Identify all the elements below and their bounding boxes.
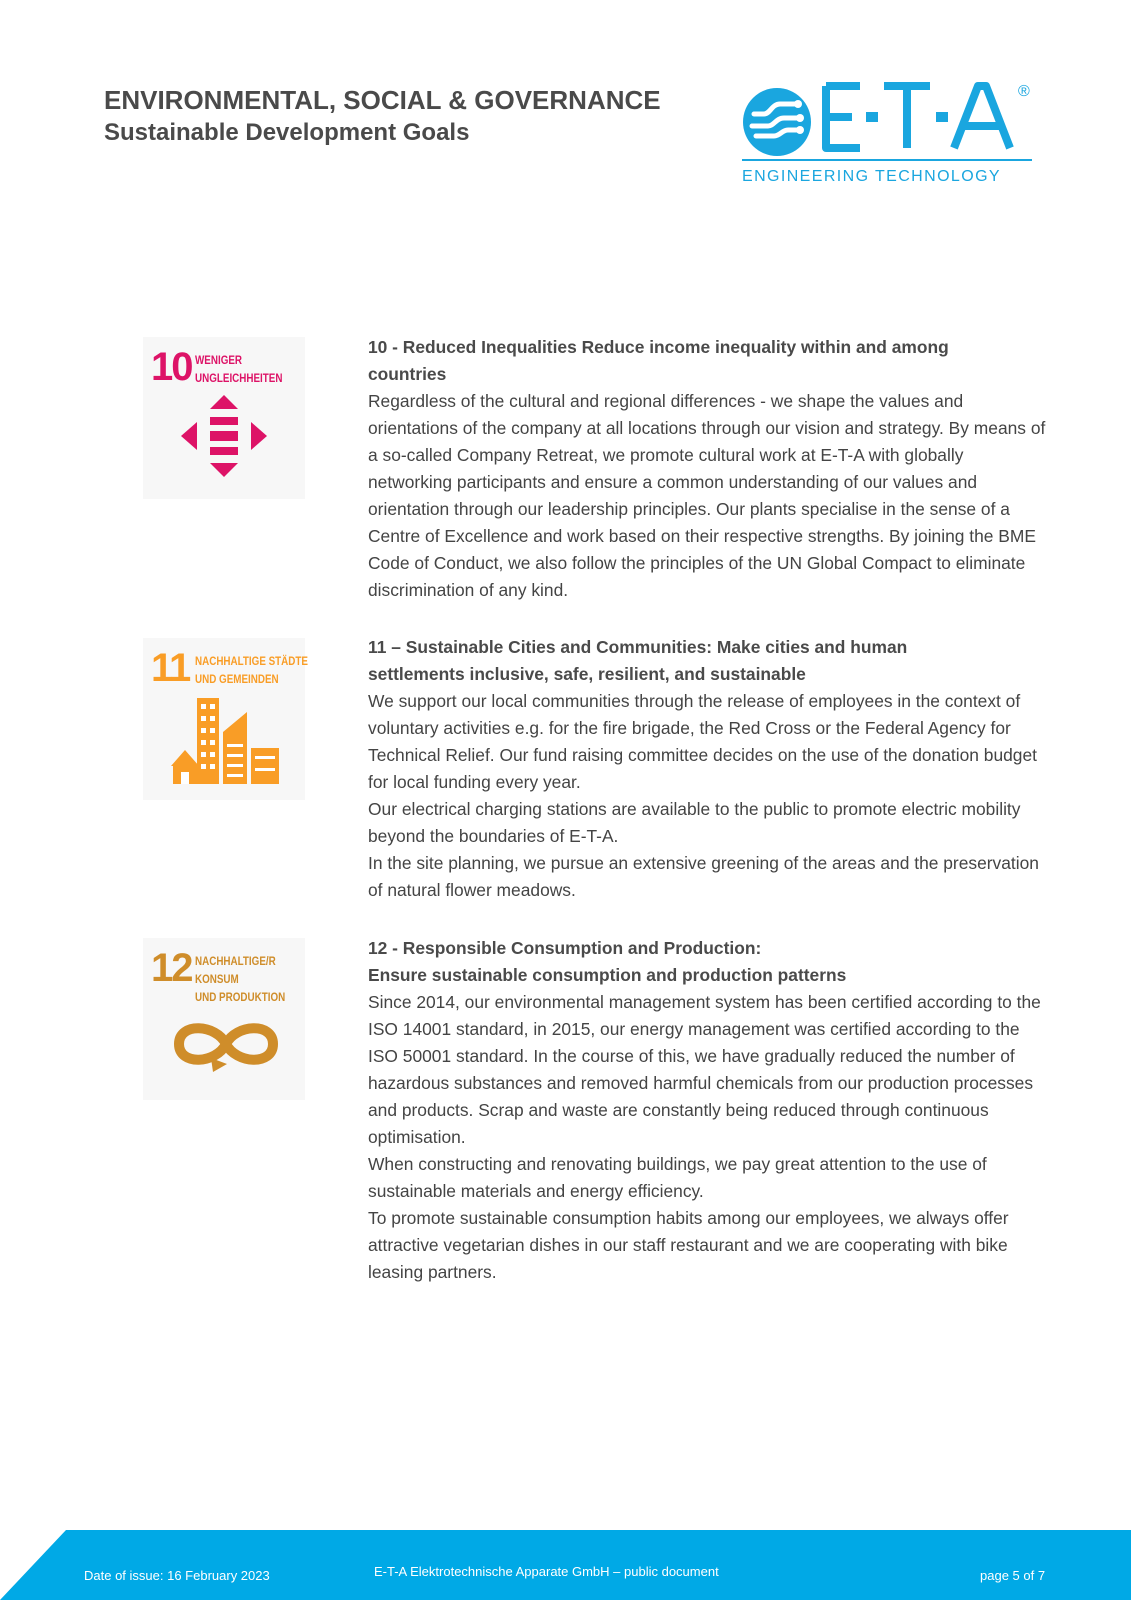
sdg-11-label: NACHHALTIGE STÄDTE UND GEMEINDEN: [195, 654, 308, 686]
sdg-11-badge: [143, 638, 308, 800]
sdg-10-label: WENIGER UNGLEICHHEITEN: [195, 353, 283, 385]
page-header: [104, 84, 661, 150]
sdg-10-section: [368, 334, 1048, 604]
sdg-12-title: 12 - Responsible Consumption and Production: Ensure sustainable consumption and production patterns: [368, 938, 847, 985]
sdg-10-paragraph: Regardless of the cultural and regional differences - we shape the values and orientations of the company at all locations through our vision and strategy. By means of a so-called Company Retreat, we promote cultural work at E-T-A with globally networking participants and ensure a common understanding of our values and orientation through our leadership principles. Our plants specialise in the sense of a Centre of Excellence and work based on their respective strengths. By joining the BME Code of Conduct, we also follow the principles of the UN Global Compact to eliminate discrimination of any kind.: [368, 391, 1046, 600]
sdg-12-section: [368, 935, 1048, 1286]
footer-company: E-T-A Elektrotechnische Apparate GmbH – public document: [374, 1564, 719, 1579]
circuit-globe-icon: [743, 88, 811, 156]
footer-date: Date of issue: 16 February 2023: [84, 1568, 270, 1583]
sdg-11-section: [368, 634, 1048, 904]
sdg-11-paragraph-1: We support our local communities through the release of employees in the context of voluntary activities e.g. for the fire brigade, the Red Cross or the Federal Agency for Technical Relief. Our fund raising committee decides on the use of the donation budget for local funding every year.: [368, 691, 1037, 792]
infinity-loop-icon: [171, 1014, 281, 1074]
logo-tagline: ENGINEERING TECHNOLOGY: [742, 168, 1001, 185]
page-footer: [0, 1530, 1131, 1600]
reduced-inequalities-icon: [181, 393, 267, 479]
sdg-10-badge: [143, 337, 305, 499]
page-title: ENVIRONMENTAL, SOCIAL & GOVERNANCE: [104, 85, 661, 115]
sdg-12-paragraph-3: To promote sustainable consumption habits among our employees, we always offer attractive vegetarian dishes in our staff restaurant and we are cooperating with bike leasing partners.: [368, 1208, 1009, 1282]
page-subtitle: Sustainable Development Goals: [104, 119, 470, 146]
sdg-11-number: 11: [151, 646, 190, 690]
sdg-12-label: NACHHALTIGE/R KONSUM UND PRODUKTION: [195, 954, 286, 1004]
sdg-12-number: 12: [151, 946, 192, 990]
sdg-12-badge: [143, 938, 305, 1100]
sdg-11-paragraph-3: In the site planning, we pursue an extensive greening of the areas and the preservation of natural flower meadows.: [368, 853, 1039, 900]
registered-mark: ®: [1018, 83, 1030, 100]
sdg-11-title: 11 – Sustainable Cities and Communities: Make cities and human settlements inclusive, safe, resilient, and sustainable: [368, 637, 908, 684]
sdg-10-number: 10: [151, 345, 192, 389]
sdg-10-title: 10 - Reduced Inequalities Reduce income inequality within and among countries: [368, 337, 949, 384]
sdg-12-paragraph-1: Since 2014, our environmental management system has been certified according to the ISO 14001 standard, in 2015, our energy management was certified according to the ISO 50001 standard. In the course of this, we have gradually reduced the number of hazardous substances and removed harmful chemicals from our production processes and products. Scrap and waste are constantly being reduced through continuous optimisation.: [368, 992, 1041, 1147]
sdg-11-paragraph-2: Our electrical charging stations are available to the public to promote electric mobility beyond the boundaries of E-T-A.: [368, 799, 1021, 846]
sdg-12-paragraph-2: When constructing and renovating buildings, we pay great attention to the use of sustainable materials and energy efficiency.: [368, 1154, 987, 1201]
sustainable-cities-icon: [169, 698, 281, 784]
footer-page-number: page 5 of 7: [980, 1568, 1046, 1583]
eta-wordmark: [826, 86, 1010, 148]
